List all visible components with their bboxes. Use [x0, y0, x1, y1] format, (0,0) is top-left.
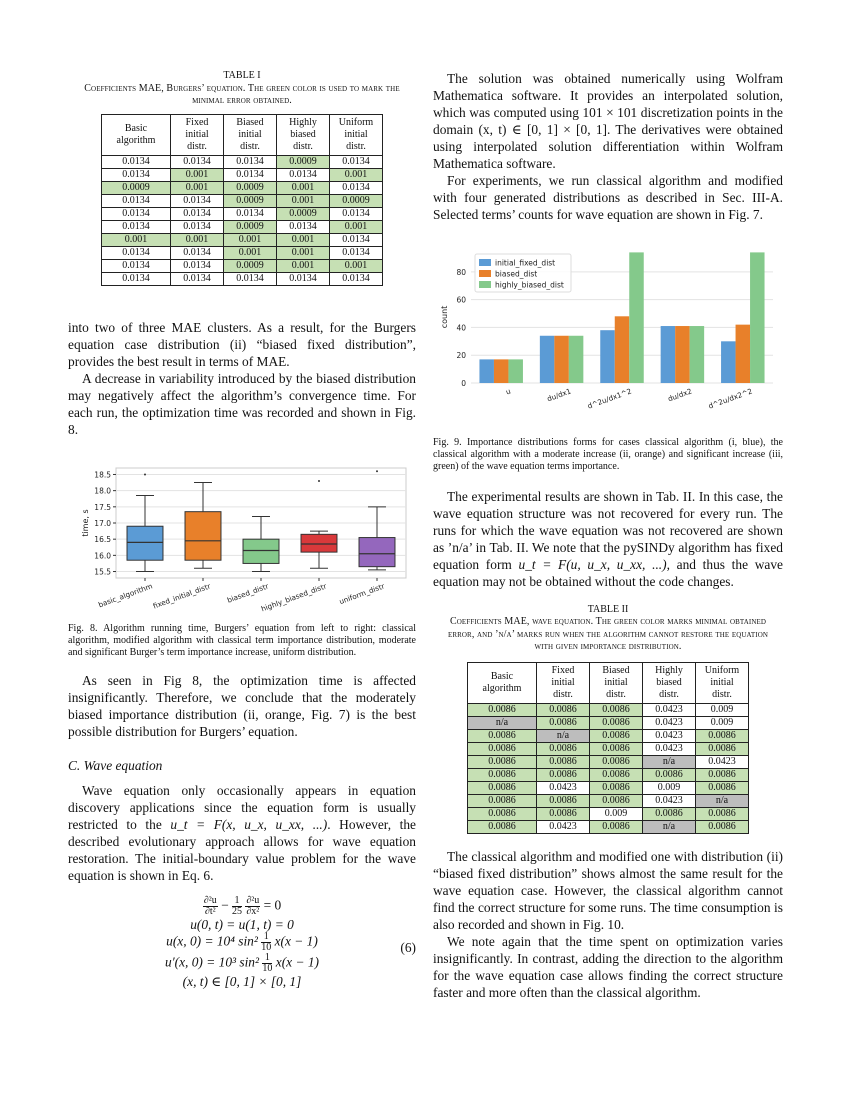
eq-line-4	[68, 953, 416, 974]
table-cell: 0.001	[277, 246, 330, 259]
table-cell: 0.001	[277, 181, 330, 194]
table-cell: n/a	[643, 755, 696, 768]
table1-header-3: Highly biased distr.	[277, 114, 330, 155]
table-cell: 0.0009	[224, 194, 277, 207]
table2-header-0: Basic algorithm	[468, 662, 537, 703]
table-row	[102, 272, 383, 285]
table-cell: 0.0086	[643, 807, 696, 820]
table-cell: 0.0423	[643, 703, 696, 716]
eq-line-1: $\frac{\text{∂²u}}{\text{∂t²}}$ − $\frac{1}{25}$ $\frac{\text{∂²u}}{\text{∂x²}}$ = 0	[203, 895, 282, 918]
table-cell: 0.0086	[590, 729, 643, 742]
table-cell: 0.009	[696, 703, 749, 716]
table-cell: 0.0134	[102, 272, 171, 285]
table-cell: 0.0134	[277, 272, 330, 285]
eq-line-2: u(0, t) = u(1, t) = 0	[190, 917, 294, 933]
bar-initial_fixed_dist-4	[721, 341, 735, 383]
legend	[475, 254, 571, 292]
x-tick-label: basic_algorithm	[97, 580, 154, 609]
table-cell: 0.0086	[537, 807, 590, 820]
bar-biased_dist-0	[494, 359, 508, 383]
eq-frac-3-num: ∂²u	[246, 895, 260, 907]
table-row	[102, 194, 383, 207]
table2-caption: Coefficients MAE, wave equation. The green color marks minimal obtained error, and ’n/a’ marks run when the algorithm cannot restore the equation with given importance distribution.	[447, 616, 769, 653]
x-tick-label: du/dx1	[545, 386, 573, 404]
table-cell: 0.0086	[468, 755, 537, 768]
flier-point	[376, 470, 378, 472]
table-cell: 0.0086	[468, 742, 537, 755]
table-cell: 0.0086	[696, 768, 749, 781]
table-cell: 0.0134	[330, 181, 383, 194]
table-row	[102, 181, 383, 194]
table-cell: 0.001	[277, 194, 330, 207]
table1-caption: Coefficients MAE, Burgers’ equation. The green color is used to mark the minimal error obtained.	[84, 82, 400, 106]
y-tick-label: 20	[456, 351, 466, 361]
table-cell: 0.0086	[590, 703, 643, 716]
table-cell: 0.0086	[696, 742, 749, 755]
table-cell: 0.0423	[643, 794, 696, 807]
table-cell: 0.001	[277, 259, 330, 272]
x-tick-label: du/dx2	[666, 386, 694, 404]
table-row	[468, 781, 749, 794]
table-cell: 0.0009	[224, 259, 277, 272]
y-tick-label: 80	[456, 267, 466, 277]
table-cell: 0.0086	[590, 768, 643, 781]
y-tick-label: 17.5	[94, 502, 111, 512]
bar-biased_dist-1	[554, 336, 568, 383]
table-cell: 0.0009	[224, 181, 277, 194]
fig8-caption: Fig. 8. Algorithm running time, Burgers’ equation from left to right: classical algorithm, modified algorithm with classical term importance distribution, moderate and significant Burger’s term importance increase, uniform distribution.	[68, 622, 416, 658]
table-cell: 0.0086	[696, 820, 749, 833]
eq-line-4-b: x(x − 1)	[275, 954, 319, 970]
table-cell: 0.0086	[590, 820, 643, 833]
box-body	[127, 526, 163, 560]
table-cell: 0.0134	[224, 207, 277, 220]
table-cell: 0.0134	[330, 233, 383, 246]
table-cell: 0.0134	[171, 246, 224, 259]
x-tick-label: d^2u/dx2^2	[707, 386, 754, 411]
eq-line-5: (x, t) ∈ [0, 1] × [0, 1]	[182, 974, 302, 990]
right-paragraph-2: For experiments, we run classical algorithm and modified with four generated distributions as described in Sec. III-A. Selected terms’ counts for wave equation are shown in Fig. 7.	[433, 173, 783, 222]
box-body	[359, 537, 395, 566]
right-paragraph-4: The classical algorithm and modified one with distribution (ii) “biased fixed distribution” shows almost the same result for the wave equation case. However, the classical algorithm cannot find the correct structure for some runs. The time consumption is also recorded and shown in Fig. 10.	[433, 848, 783, 932]
left-paragraph-4-text-a: Wave equation only occasionally appears in equation discovery applications since the equation form is usually restricted to the	[68, 783, 416, 833]
table-cell: 0.0134	[330, 272, 383, 285]
table-cell: 0.0423	[643, 729, 696, 742]
table-cell: 0.0134	[171, 259, 224, 272]
table-row	[102, 155, 383, 168]
table-cell: 0.0134	[102, 207, 171, 220]
box-body	[301, 534, 337, 552]
table2-header-4: Uniform initial distr.	[696, 662, 749, 703]
table-cell: 0.0086	[590, 781, 643, 794]
right-paragraph-1: The solution was obtained numerically using Wolfram Mathematica software. It provides an interpolated solution, which was computed using 101 × 101 discretization points in the domain (x, t) ∈ [0, 1] × [0, 1]. The derivatives were obtained using interpolated solution differentiation within Wolfram Mathematica software.	[433, 71, 783, 171]
table-row	[102, 168, 383, 181]
right-paragraph-3-text-a: The experimental results are shown in Tab. II. In this case, the wave equation structure was not recovered for every run. The runs for which the wave equation was not recovered are shown as ’n/a’ in Tab. II. We note that the pySINDy algorithm has fixed equation form	[433, 488, 783, 572]
left-column	[68, 70, 416, 989]
legend-swatch	[479, 259, 491, 266]
x-tick-label: d^2u/dx1^2	[586, 386, 633, 411]
table-cell: 0.0423	[643, 742, 696, 755]
table-cell: 0.0086	[468, 729, 537, 742]
table1-header-4: Uniform initial distr.	[330, 114, 383, 155]
eq-line-3-b: x(x − 1)	[274, 933, 318, 949]
fig9-caption: Fig. 9. Importance distributions forms for cases classical algorithm (i, blue), the classical algorithm with a moderate increase (ii, orange) and significant increase (iii, green) of the wave equation terms importance.	[433, 437, 783, 473]
table-cell: 0.001	[330, 259, 383, 272]
legend-label: highly_biased_dist	[495, 280, 564, 290]
table1-header-row	[102, 114, 383, 155]
y-axis-label: time, s	[81, 508, 90, 537]
table-cell: 0.0134	[171, 155, 224, 168]
table-cell: 0.0134	[171, 272, 224, 285]
eq-line-3	[68, 931, 416, 956]
table-cell: 0.0086	[537, 716, 590, 729]
table-cell: 0.0086	[590, 794, 643, 807]
x-tick-label: fixed_initial_distr	[151, 580, 212, 611]
table-cell: 0.001	[277, 233, 330, 246]
right-column	[433, 70, 783, 1001]
table-cell: 0.0086	[537, 768, 590, 781]
legend-label: biased_dist	[495, 269, 538, 279]
table-cell: n/a	[643, 820, 696, 833]
y-tick-label: 40	[456, 323, 466, 333]
equation-6	[68, 896, 416, 989]
eq-line-4-a: u′(x, 0) = 10³ sin²	[165, 954, 260, 970]
table1-header-2: Biased initial distr.	[224, 114, 277, 155]
bar-initial_fixed_dist-1	[540, 336, 554, 383]
table-cell: 0.0009	[330, 194, 383, 207]
table-cell: 0.001	[171, 233, 224, 246]
table-row	[102, 207, 383, 220]
table-cell: 0.009	[643, 781, 696, 794]
table-cell: 0.0134	[102, 246, 171, 259]
bar-biased_dist-2	[615, 316, 629, 383]
table-cell: 0.009	[696, 716, 749, 729]
table-cell: 0.0134	[171, 194, 224, 207]
eq-frac-5-num: 1	[262, 953, 272, 964]
table-cell: 0.0423	[696, 755, 749, 768]
flier-point	[144, 473, 146, 475]
table-cell: 0.0086	[537, 794, 590, 807]
eq-frac-2-den: 25	[231, 906, 242, 918]
bar-highly_biased_dist-0	[508, 359, 522, 383]
table-cell: n/a	[468, 716, 537, 729]
legend-label: initial_fixed_dist	[495, 258, 556, 268]
table-cell: 0.001	[171, 181, 224, 194]
eq-line-3-a: u(x, 0) = 10⁴ sin²	[166, 933, 258, 949]
legend-swatch	[479, 281, 491, 288]
flier-point	[318, 479, 320, 481]
table-cell: 0.001	[171, 168, 224, 181]
eq-frac-4-num: 1	[261, 932, 271, 943]
x-tick-label: highly_biased_distr	[259, 580, 328, 613]
y-tick-label: 18.5	[94, 469, 111, 479]
table-cell: n/a	[537, 729, 590, 742]
bar-initial_fixed_dist-3	[661, 326, 675, 383]
y-tick-label: 60	[456, 295, 466, 305]
bar-initial_fixed_dist-2	[600, 330, 614, 383]
left-paragraph-4	[68, 782, 416, 884]
table-cell: 0.0134	[224, 155, 277, 168]
table-cell: 0.0086	[643, 768, 696, 781]
table2-body	[468, 703, 749, 833]
left-paragraph-2: A decrease in variability introduced by the biased distribution may negatively affect the algorithm’s convergence time. For each run, the optimization time was recorded and shown in Fig. 8.	[68, 370, 416, 437]
table-cell: 0.0086	[468, 807, 537, 820]
eq-frac-1-num: ∂²u	[203, 895, 217, 907]
right-paragraph-3-text-b: , and thus the wave equation may not be obtained without the code changes.	[433, 556, 783, 589]
left-paragraph-4-math: u_t = F(x, u_x, u_xx, ...)	[170, 817, 328, 833]
table-row	[468, 807, 749, 820]
bar-highly_biased_dist-2	[629, 252, 643, 383]
x-tick-label: u	[504, 386, 512, 397]
table-cell: 0.0134	[102, 220, 171, 233]
table1-header-0: Basic algorithm	[102, 114, 171, 155]
table-cell: 0.0086	[468, 703, 537, 716]
x-tick-label: uniform_distr	[337, 580, 386, 606]
table-cell: 0.0134	[102, 259, 171, 272]
table-cell: 0.0086	[537, 703, 590, 716]
table-cell: 0.0009	[277, 207, 330, 220]
table-cell: 0.0423	[537, 781, 590, 794]
table-cell: 0.0086	[537, 755, 590, 768]
y-tick-label: 15.5	[94, 567, 111, 577]
right-paragraph-5: We note again that the time spent on optimization varies insignificantly. In contrast, adding the direction to the algorithm for the wave equation case allows finding the correct structure faster and more often than the classical algorithm.	[433, 933, 783, 1000]
table-cell: 0.0086	[468, 820, 537, 833]
right-paragraph-3-math: u_t = F(u, u_x, u_xx, ...)	[518, 556, 667, 572]
right-paragraph-3	[433, 488, 783, 590]
table-cell: 0.0086	[590, 755, 643, 768]
table-cell: 0.0134	[171, 207, 224, 220]
table-cell: 0.0009	[102, 181, 171, 194]
table-cell: n/a	[696, 794, 749, 807]
table-cell: 0.0134	[224, 168, 277, 181]
table-row	[468, 703, 749, 716]
table-cell: 0.0423	[643, 716, 696, 729]
table-row	[468, 716, 749, 729]
table-cell: 0.0134	[330, 155, 383, 168]
table-row	[102, 259, 383, 272]
table-cell: 0.0134	[102, 168, 171, 181]
table-cell: 0.0086	[468, 781, 537, 794]
y-tick-label: 16.5	[94, 534, 111, 544]
table-cell: 0.001	[330, 220, 383, 233]
y-tick-label: 17.0	[94, 518, 111, 528]
equation-number: (6)	[400, 940, 416, 956]
table-row	[468, 729, 749, 742]
table-cell: 0.0086	[590, 742, 643, 755]
table-cell: 0.0009	[277, 155, 330, 168]
table-cell: 0.0086	[696, 781, 749, 794]
table1	[101, 114, 383, 286]
table-row	[102, 233, 383, 246]
left-paragraph-3: As seen in Fig 8, the optimization time is affected insignificantly. Therefore, we conclude that the moderately biased importance distribution (ii, orange, Fig. 7) is the best possible distribution for Burgers’ equation.	[68, 673, 416, 740]
table-cell: 0.0086	[696, 807, 749, 820]
table-row	[468, 794, 749, 807]
y-tick-label: 18.0	[94, 486, 111, 496]
table-row	[468, 820, 749, 833]
bar-biased_dist-4	[736, 325, 750, 383]
table2-header-2: Biased initial distr.	[590, 662, 643, 703]
table-cell: 0.001	[224, 233, 277, 246]
y-axis-label: count	[440, 305, 449, 329]
table1-title: TABLE I	[223, 70, 261, 81]
eq-frac-5-den: 10	[262, 963, 273, 975]
table-cell: 0.0134	[171, 220, 224, 233]
table-cell: 0.0134	[277, 168, 330, 181]
box-body	[243, 539, 279, 563]
table-cell: 0.0086	[537, 742, 590, 755]
table-cell: 0.0086	[590, 716, 643, 729]
table1-body	[102, 155, 383, 285]
table-cell: 0.0086	[468, 768, 537, 781]
table-cell: 0.0134	[330, 207, 383, 220]
left-paragraph-4-text-b: . However, the described evolutionary approach allows for wave equation restoration. The initial-boundary value problem for the wave equation is shown in Eq. 6.	[68, 817, 416, 884]
table-cell: 0.0134	[330, 246, 383, 259]
box-body	[185, 511, 221, 560]
bar-highly_biased_dist-4	[750, 252, 764, 383]
eq-frac-4-den: 10	[261, 942, 272, 954]
table-cell: 0.009	[590, 807, 643, 820]
table-cell: 0.0086	[468, 794, 537, 807]
eq-frac-1-den: ∂t²	[204, 906, 216, 918]
table2	[467, 662, 749, 834]
table-cell: 0.0009	[224, 220, 277, 233]
table2-header-1: Fixed initial distr.	[537, 662, 590, 703]
table-row	[102, 246, 383, 259]
x-tick-label: biased_distr	[225, 580, 270, 605]
bar-highly_biased_dist-3	[690, 326, 704, 383]
table-cell: 0.001	[330, 168, 383, 181]
eq-frac-2-num: 1	[232, 896, 242, 907]
fig9-barchart	[433, 245, 783, 425]
table-cell: 0.0134	[102, 155, 171, 168]
table-row	[468, 742, 749, 755]
table-row	[468, 755, 749, 768]
table-row	[102, 220, 383, 233]
table-cell: 0.0134	[102, 194, 171, 207]
table-cell: 0.0086	[696, 729, 749, 742]
left-paragraph-1: into two of three MAE clusters. As a result, for the Burgers equation case distribution (ii) “biased fixed distribution”, provides the best result in terms of MAE.	[68, 319, 416, 369]
table-cell: 0.001	[102, 233, 171, 246]
table-cell: 0.0423	[537, 820, 590, 833]
table2-header-row	[468, 662, 749, 703]
legend-swatch	[479, 270, 491, 277]
fig8-boxplot	[68, 460, 416, 615]
table1-header-1: Fixed initial distr.	[171, 114, 224, 155]
table2-header-3: Highly biased distr.	[643, 662, 696, 703]
section-heading-wave-equation: C. Wave equation	[68, 758, 163, 774]
eq-frac-3-den: ∂x²	[246, 906, 260, 918]
y-tick-label: 0	[461, 379, 466, 388]
bar-initial_fixed_dist-0	[479, 359, 493, 383]
bar-highly_biased_dist-1	[569, 336, 583, 383]
table-cell: 0.001	[224, 246, 277, 259]
bar-biased_dist-3	[675, 326, 689, 383]
table2-title: TABLE II	[587, 603, 629, 615]
table-row	[468, 768, 749, 781]
y-tick-label: 16.0	[94, 550, 111, 560]
table-cell: 0.0134	[224, 272, 277, 285]
table-cell: 0.0134	[277, 220, 330, 233]
